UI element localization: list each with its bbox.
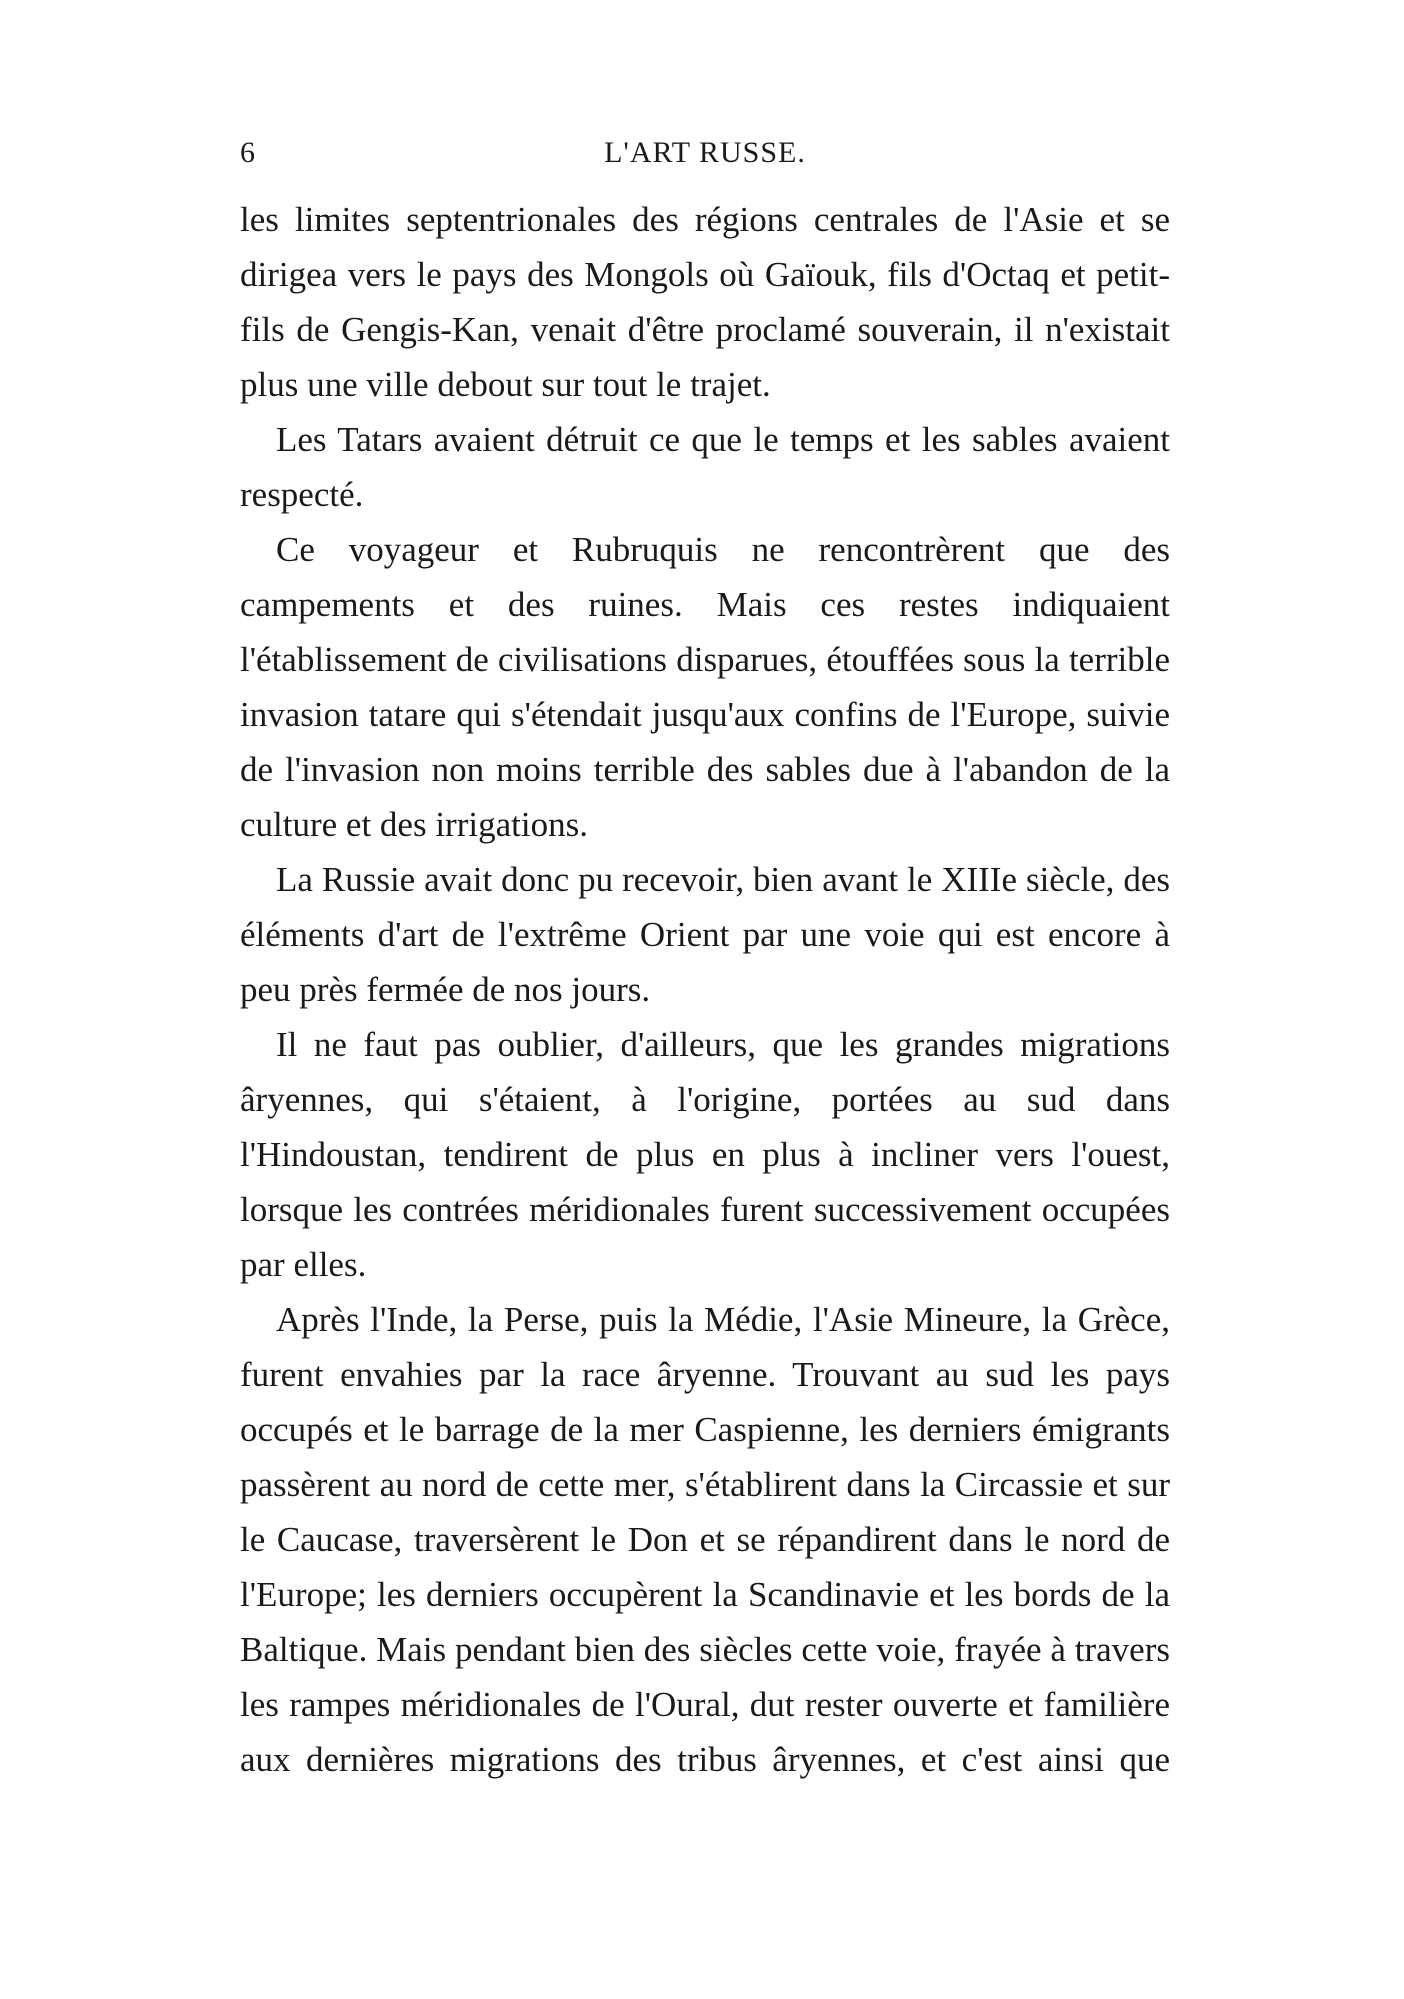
paragraph-migrations: Il ne faut pas oublier, d'ailleurs, que les grandes migrations âryennes, qui s'étaient, à l'origine, portées au sud dans l'Hindoustan, tendirent de plus en plus à incliner vers l'ouest, lorsque les contrées méridionales furent successivement occupées par elles.: [240, 1025, 1170, 1284]
page-number: 6: [240, 136, 256, 169]
paragraph-rubruquis: Ce voyageur et Rubruquis ne rencontrèrent que des campements et des ruines. Mais ces restes indiquaient l'établissement de civilisations disparues, étouffées sous la terrible invasion tatare qui s'étendait jusqu'aux confins de l'Europe, suivie de l'invasion non moins terrible des sables due à l'abandon de la culture et des irrigations.: [240, 530, 1170, 844]
paragraph-tatars: Les Tatars avaient détruit ce que le temps et les sables avaient respecté.: [240, 420, 1170, 514]
running-head: [240, 136, 1170, 176]
paragraph-russie: La Russie avait donc pu recevoir, bien avant le XIIIe siècle, des éléments d'art de l'extrême Orient par une voie qui est encore à peu près fermée de nos jours.: [240, 860, 1170, 1009]
paragraph-race-aryenne: Après l'Inde, la Perse, puis la Médie, l'Asie Mineure, la Grèce, furent envahies par la race âryenne. Trouvant au sud les pays occupés et le barrage de la mer Caspienne, les derniers émigrants passèrent au nord de cette mer, s'établirent dans la Circassie et sur le Caucase, traversèrent le Don et se répandirent dans le nord de l'Europe; les derniers occupèrent la Scandinavie et les bords de la Baltique. Mais pendant bien des siècles cette voie, frayée à travers les rampes méridionales de l'Oural, dut rester ouverte et familière aux dernières migrations des tribus âryennes, et c'est ainsi que: [240, 1300, 1170, 1779]
paragraph-continuation: les limites septentrionales des régions centrales de l'Asie et se dirigea vers le pays des Mongols où Gaïouk, fils d'Octaq et petit-fils de Gengis-Kan, venait d'être proclamé souverain, il n'existait plus une ville debout sur tout le trajet.: [240, 200, 1170, 404]
running-title: L'ART RUSSE.: [604, 136, 806, 169]
body-text: [240, 192, 1170, 1787]
